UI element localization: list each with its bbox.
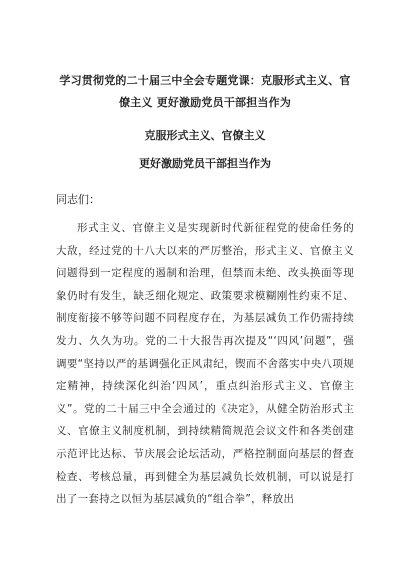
salutation: 同志们： xyxy=(56,193,100,206)
section-heading-2: 更好激励党员干部担当作为 xyxy=(139,157,271,170)
document-title: 学习贯彻党的二十届三中全会专题党课：克服形式主义、官僚主义 更好激励党员干部担当作为 xyxy=(59,74,351,109)
section-heading-1: 克服形式主义、官僚主义 xyxy=(144,129,266,142)
body-paragraph: 形式主义、官僚主义是实现新时代新征程党的使命任务的大敌，经过党的十八大以来的严厉整治，形式主义、官僚主义问题得到一定程度的遏制和治理，但禁而未绝、改头换面等现象仍时有发生，缺乏细化规定、政策要求模糊刚性约束不足、制度衔接不够等问题不同程度存在，为基层减负工作仍需持续发力、久久为功。党的二十大报告再次提及“‘四风’问题”，强调要“坚持以严的基调强化正风肃纪，锲而不舍落实中央八项规定精神，持续深化纠治‘四风’，重点纠治形式主义、官僚主义”。党的二十届三中全会通过的《决定》，从健全防治形式主义、官僚主义制度机制，到持续精简规范会议文件和各类创建示范评比达标、节庆展会论坛活动，严格控制面向基层的督查检查、考核总量，再到健全为基层减负长效机制，可以说是打出了一套持之以恒为基层减负的“组合拳”，释放出 xyxy=(56,222,354,506)
